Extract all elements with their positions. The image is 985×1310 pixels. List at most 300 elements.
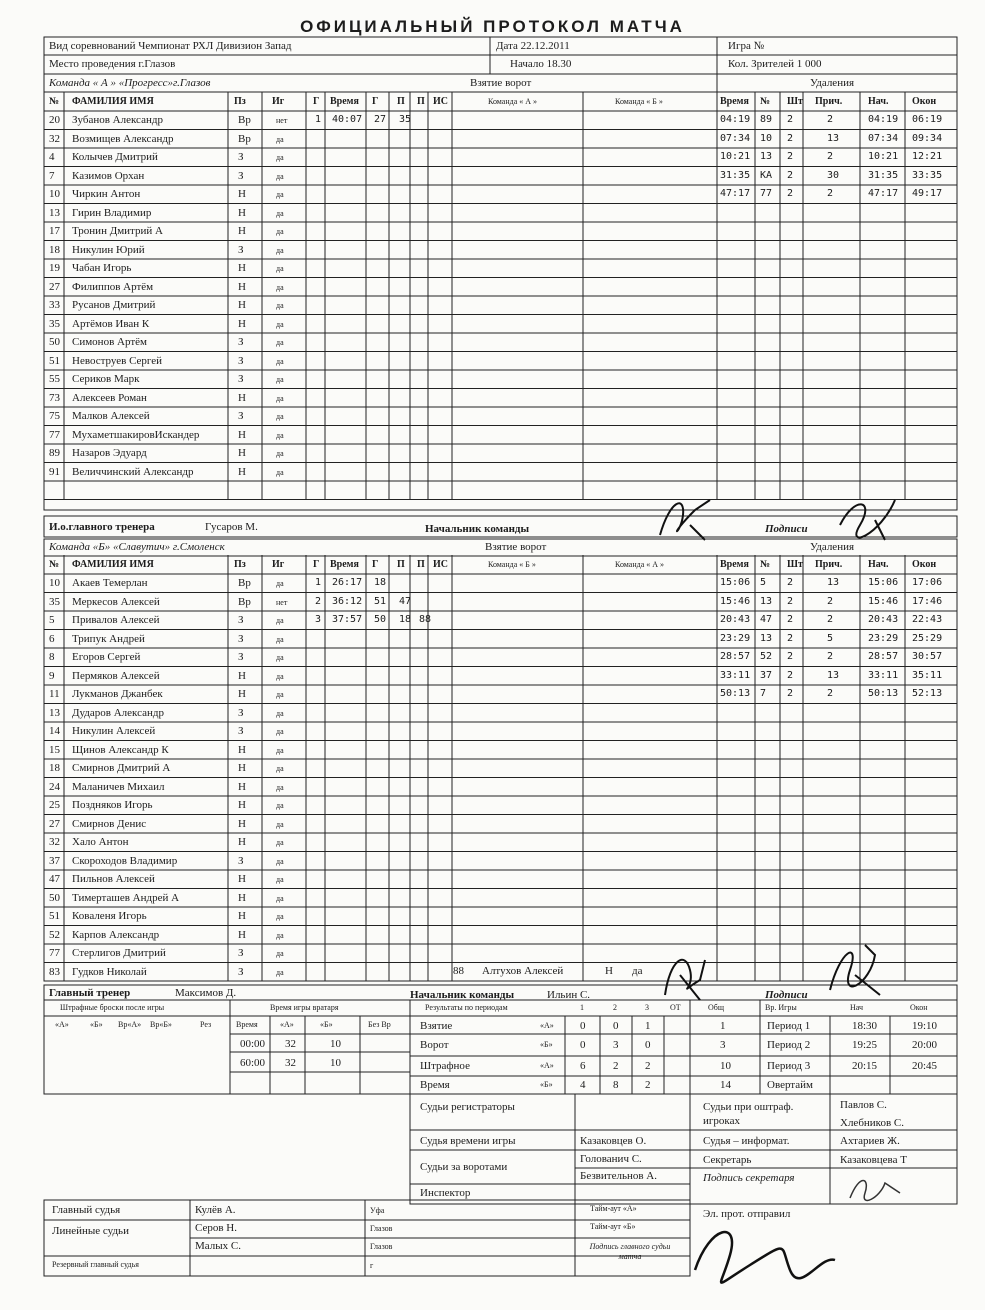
registrars-label: Судьи регистраторы [420,1101,515,1113]
protocol-sent-label: Эл. прот. отправил [703,1208,791,1220]
penalty-pen-num: 47 [760,614,773,625]
penalty-pen-reason: 2 [827,188,834,199]
player-played: да [276,671,284,681]
shootouts-col-b: «Б» [90,1020,103,1029]
player-played: да [276,690,284,699]
goal-p2: 88 [419,614,432,625]
player-position: Н [238,873,246,885]
shootouts-col-a: «А» [55,1020,69,1029]
extra-player-name: Алтухов Алексей [482,965,564,977]
linesman-2-city: Глазов [370,1242,393,1251]
col-header-pen-reason: Прич. [815,559,843,570]
player-position: Н [238,910,246,922]
penalty-pen-end: 35:11 [912,669,943,681]
player-position: Н [238,799,246,811]
player-number: 17 [49,225,60,237]
team-a-goals-title: Взятие ворот [470,77,532,89]
penalty-pen-min: 2 [787,632,794,644]
penalty-pen-reason: 2 [827,688,834,699]
player-name: Трипук Андрей [72,632,145,645]
player-position: З [238,965,244,978]
team-a-chief-signature [655,495,725,545]
player-played: да [276,782,284,792]
penalty-pen-num: 52 [760,651,773,662]
col-header-pos: Пз [234,559,246,570]
timeout-a-label: Тайм-аут «А» [590,1204,637,1213]
player-played: да [276,338,284,347]
player-played: да [276,393,284,403]
player-played: да [276,412,284,421]
spectators-field: Кол. Зрителей 1 000 [728,58,822,70]
goal-time: 40:07 [332,114,363,125]
goal-g: 1 [315,577,322,588]
player-name: Хало Антон [72,836,129,848]
player-name: Лукманов Джанбек [72,688,163,700]
penalty-pen-start: 15:46 [868,595,899,607]
penalty-pen-end: 30:57 [912,651,943,662]
player-number: 7 [49,169,55,182]
player-number: 9 [49,669,55,682]
penalty-pen-reason: 13 [827,669,840,681]
player-position: Н [238,188,246,200]
summary-period: Овертайм [767,1079,813,1091]
player-position: З [238,947,244,959]
summary-end: 20:45 [912,1060,938,1072]
col-header-pen-end: Окон [912,559,937,570]
summary-total: 14 [720,1079,731,1091]
penalty-pen-min: 2 [787,651,794,662]
penalty-pen-time: 23:29 [720,632,751,644]
col-header-is: ИС [433,559,448,570]
player-name: Невоструев Сергей [72,354,163,367]
penalty-pen-end: 09:34 [912,132,943,144]
penalty-pen-time: 07:34 [720,132,751,144]
player-number: 10 [49,188,60,200]
player-name: МухаметшакировИскандер [72,428,200,441]
penalty-pen-reason: 2 [827,651,834,662]
main-referee-name: Кулёв А. [195,1204,236,1216]
player-position: Н [238,891,246,904]
goal-g: 3 [315,614,322,625]
player-name: Маланичев Михаил [72,780,165,793]
player-played: да [276,375,284,384]
secretary-name: Казаковцева Т [840,1154,907,1166]
player-name: Сериков Марк [72,373,140,385]
player-number: 18 [49,762,60,774]
player-number: 25 [49,799,60,811]
player-position: Вр [238,595,251,608]
goal-g2: 50 [374,614,387,625]
inspector-label: Инспектор [420,1187,471,1199]
player-position: Н [238,391,246,404]
col-header-pos: Пз [234,96,246,107]
team-b-signature [820,940,890,1000]
col-header-pen-start: Нач. [868,96,889,107]
player-number: 8 [49,651,55,663]
player-position: З [238,651,244,663]
player-position: З [238,243,244,256]
penalty-judges-label: Судьи при оштраф. игроках [703,1101,794,1127]
results-p3: 0 [645,1039,651,1051]
penalty-pen-min: 2 [787,132,794,144]
penalty-pen-start: 20:43 [868,614,899,625]
shootouts-col-goalie-b: Вр«Б» [150,1020,172,1029]
player-played: да [276,134,284,144]
col-header-p2: П [417,559,425,570]
penalty-pen-start: 07:34 [868,132,899,144]
player-number: 73 [49,391,60,404]
col-header-name: ФАМИЛИЯ ИМЯ [72,96,154,107]
player-played: да [276,301,284,310]
player-name: Коваленя Игорь [72,910,147,922]
goals-team-col-1: Команда « Б » [488,560,536,569]
team-b-signatures-label: Подписи [765,989,808,1001]
penalty-pen-time: 28:57 [720,651,751,662]
penalty-pen-time: 50:13 [720,688,751,699]
player-played: да [276,171,284,181]
player-position: Вр [238,577,251,589]
player-name: Русанов Дмитрий [72,299,156,311]
player-number: 15 [49,743,60,756]
penalty-pen-min: 2 [787,169,794,181]
summary-period: Период 2 [767,1039,811,1051]
player-played: да [276,153,284,162]
player-position: З [238,410,244,422]
team-a-signatures-label: Подписи [765,523,808,535]
extra-player-number: 88 [453,965,464,977]
penalty-pen-min: 2 [787,669,794,681]
player-number: 11 [49,688,60,700]
player-number: 75 [49,410,60,422]
results-p2: 8 [613,1079,619,1091]
summary-col-start: Нач [850,1003,864,1012]
player-number: 83 [49,965,60,978]
goals-team-col-2: Команда « Б » [615,97,663,106]
team-a-chief-label: Начальник команды [425,523,530,535]
protocol-title: ОФИЦИАЛЬНЫЙ ПРОТОКОЛ МАТЧА [300,17,685,36]
summary-start: 20:15 [852,1060,878,1072]
player-position: Н [238,780,246,793]
penalty-pen-reason: 2 [827,595,834,607]
team-b-coach-label: Главный тренер [49,987,131,999]
player-played: нет [276,116,288,125]
results-p1: 6 [580,1060,586,1072]
player-position: Вр [238,114,251,126]
col-header-is: ИС [433,96,448,107]
player-position: Н [238,688,246,700]
player-played: да [276,616,284,625]
player-played: да [276,745,284,755]
col-header-pen-num: № [760,96,771,107]
col-header-name: ФАМИЛИЯ ИМЯ [72,559,154,570]
penalty-pen-min: 2 [787,188,794,199]
player-name: Пермяков Алексей [72,669,160,682]
player-position: З [238,336,244,348]
penalty-pen-start: 23:29 [868,632,899,644]
player-played: да [276,579,284,588]
goalie-time-col-time: Время [236,1020,258,1029]
player-played: да [276,949,284,958]
player-name: Симонов Артём [72,336,147,348]
penalty-pen-end: 33:35 [912,169,943,181]
summary-end: 20:00 [912,1039,938,1051]
secretary-signature [845,1168,905,1208]
results-title: Результаты по периодам [425,1003,508,1012]
results-row-team: «А» [540,1061,554,1070]
penalty-pen-num: 89 [760,114,773,125]
goalie-time-col-b: «Б» [320,1020,333,1029]
player-position: Н [238,299,246,311]
penalty-pen-time: 10:21 [720,151,751,162]
penalty-pen-end: 17:46 [912,595,943,607]
col-header-pen-start: Нач. [868,559,889,570]
penalty-pen-num: 37 [760,669,773,681]
player-played: да [276,467,284,477]
penalty-pen-num: 13 [760,151,773,162]
results-period-ot: ОТ [670,1003,681,1012]
player-played: да [276,856,284,866]
penalty-judge-2: Хлебников С. [840,1117,905,1129]
player-played: да [276,208,284,218]
player-name: Малков Алексей [72,410,150,422]
team-a-coach: Гусаров М. [205,521,258,533]
player-name: Пильнов Алексей [72,873,155,885]
goalie-time-row-2-time: 60:00 [240,1057,266,1069]
player-position: З [238,169,244,182]
col-header-played: Иг [272,559,285,570]
player-played: да [276,819,284,829]
player-position: З [238,725,244,737]
penalty-pen-num: 13 [760,632,773,644]
player-name: Возмищев Александр [72,132,174,145]
player-name: Смирнов Денис [72,817,147,830]
player-name: Никулин Юрий [72,243,145,256]
player-position: Н [238,447,246,459]
col-header-pen-min: Шт [787,559,803,570]
time-judge-label: Судья времени игры [420,1135,516,1147]
col-header-pen-min: Шт [787,96,803,107]
penalty-pen-num: 13 [760,595,773,607]
col-header-num: № [49,96,60,107]
goal-judge-1: Голованич С. [580,1153,642,1165]
results-row-label: Штрафное [420,1060,470,1072]
linesman-1-city: Глазов [370,1224,393,1233]
venue-field: Место проведения г.Глазов [49,58,176,70]
results-row-team: «Б» [540,1080,553,1089]
penalty-pen-start: 10:21 [868,151,899,162]
player-position: Н [238,928,246,941]
goalie-time-col-no-goalie: Без Вр [368,1020,391,1029]
player-position: Н [238,465,246,478]
player-number: 37 [49,854,60,867]
player-name: Артёмов Иван К [72,317,150,330]
player-played: да [276,190,284,199]
col-header-time: Время [330,559,359,570]
goal-g2: 51 [374,595,387,607]
start-time-field: Начало 18.30 [510,58,572,70]
player-position: З [238,151,244,163]
player-position: Н [238,428,246,441]
penalty-pen-reason: 5 [827,632,834,644]
penalty-pen-min: 2 [787,595,794,607]
results-period-1: 1 [580,1003,584,1012]
player-position: Н [238,206,246,219]
team-a-title: Команда « А » «Прогресс»г.Глазов [49,77,211,89]
player-played: да [276,634,284,644]
player-name: Никулин Алексей [72,725,156,737]
player-played: да [276,430,284,440]
team-b-penalties-title: Удаления [810,541,855,553]
results-period-2: 2 [613,1003,617,1012]
penalty-pen-start: 04:19 [868,114,899,125]
penalty-pen-num: 5 [760,577,767,588]
goal-g: 2 [315,595,322,607]
player-position: Н [238,317,246,330]
player-position: З [238,354,244,367]
col-header-played: Иг [272,96,285,107]
results-row-label: Ворот [420,1039,449,1051]
penalty-pen-time: 31:35 [720,169,751,181]
player-position: З [238,614,244,626]
col-header-pen-time: Время [720,96,749,107]
player-number: 27 [49,817,60,830]
player-number: 32 [49,836,60,848]
player-number: 24 [49,780,60,793]
player-number: 19 [49,262,60,274]
results-row-team: «А» [540,1021,554,1030]
player-number: 52 [49,928,60,941]
player-name: Смирнов Дмитрий А [72,762,171,774]
shootouts-col-goalie-a: Вр«А» [118,1020,142,1029]
player-name: Зубанов Александр [72,114,163,126]
player-number: 50 [49,891,60,904]
penalty-pen-start: 31:35 [868,169,899,181]
main-referee-signature-label: Подпись главного судьи матча [589,1242,671,1261]
player-name: Щинов Александр К [72,743,169,756]
goals-team-col-1: Команда « А » [488,97,538,106]
penalty-pen-time: 33:11 [720,669,751,681]
player-name: Назаров Эдуард [72,447,147,459]
player-played: да [276,227,284,236]
results-p1: 4 [580,1079,586,1091]
player-position: Н [238,225,246,237]
penalty-pen-time: 15:06 [720,577,751,588]
player-played: да [276,727,284,736]
goal-g2: 18 [374,577,387,588]
player-name: Чабан Игорь [72,262,132,274]
penalty-pen-reason: 13 [827,132,840,144]
goalie-time-title: Время игры вратаря [270,1003,339,1012]
player-name: Акаев Темерлан [72,577,148,589]
player-name: Егоров Сергей [72,651,141,663]
goal-p: 35 [399,114,412,125]
col-header-g2: Г [372,559,379,570]
player-number: 10 [49,577,60,589]
penalty-pen-start: 33:11 [868,669,899,681]
player-position: З [238,706,244,719]
penalty-pen-min: 2 [787,614,794,625]
penalty-pen-start: 50:13 [868,688,899,699]
penalty-pen-time: 15:46 [720,595,751,607]
player-position: З [238,632,244,645]
player-number: 5 [49,614,55,626]
player-number: 20 [49,114,60,126]
player-number: 55 [49,373,60,385]
player-name: Гудков Николай [72,965,147,978]
results-p3: 1 [645,1020,651,1032]
team-a-penalties-title: Удаления [810,77,855,89]
penalty-pen-reason: 2 [827,114,834,125]
results-p1: 0 [580,1039,586,1051]
player-number: 47 [49,873,60,885]
results-period-3: 3 [645,1003,649,1012]
player-played: да [276,245,284,255]
results-p2: 2 [613,1060,619,1072]
results-row-team: «Б» [540,1040,553,1049]
player-name: Филиппов Артём [72,280,154,293]
player-number: 14 [49,725,60,737]
goal-g2: 27 [374,114,387,125]
player-played: да [276,930,284,940]
results-p3: 2 [645,1079,651,1091]
player-played: да [276,356,284,366]
summary-col-game-time: Вр. Игры [765,1003,797,1012]
goal-time: 36:12 [332,595,363,607]
team-b-goals-title: Взятие ворот [485,541,547,553]
penalty-pen-time: 47:17 [720,188,751,199]
summary-total: 10 [720,1060,731,1072]
penalty-pen-num: 10 [760,132,773,144]
player-played: да [276,319,284,329]
player-name: Алексеев Роман [72,391,147,404]
main-referee-label: Главный судья [52,1204,121,1216]
player-position: Н [238,743,246,756]
goalie-time-row-2-b: 10 [330,1057,341,1069]
player-name: Тронин Дмитрий А [72,225,163,237]
team-b-title: Команда «Б» «Славутич» г.Смоленск [49,541,225,553]
player-played: да [276,449,284,458]
date-field: Дата 22.12.2011 [496,40,570,52]
results-row-label: Время [420,1079,450,1091]
results-p2: 3 [613,1039,619,1051]
player-number: 89 [49,447,60,459]
player-number: 35 [49,595,60,608]
penalty-pen-min: 2 [787,577,794,588]
player-name: Скороходов Владимир [72,854,178,867]
main-referee-city: Уфа [370,1206,385,1215]
player-position: Н [238,280,246,293]
penalty-pen-start: 47:17 [868,188,899,199]
player-number: 32 [49,132,60,145]
player-number: 13 [49,206,60,219]
col-header-pen-time: Время [720,559,749,570]
penalty-pen-reason: 2 [827,614,834,625]
penalty-pen-min: 2 [787,151,794,162]
player-number: 91 [49,465,60,478]
team-b-chief-signature [655,950,715,1005]
goalie-time-row-2-a: 32 [285,1057,296,1069]
goalie-time-row-1-a: 32 [285,1038,296,1050]
player-number: 77 [49,947,60,959]
player-name: Гирин Владимир [72,206,152,219]
penalty-pen-time: 20:43 [720,614,751,625]
extra-player-position: Н [605,965,613,977]
player-played: да [276,653,284,662]
player-name: Колычев Дмитрий [72,151,158,163]
player-played: да [276,838,284,847]
penalty-pen-min: 2 [787,114,794,125]
goals-team-col-2: Команда « А » [615,560,665,569]
